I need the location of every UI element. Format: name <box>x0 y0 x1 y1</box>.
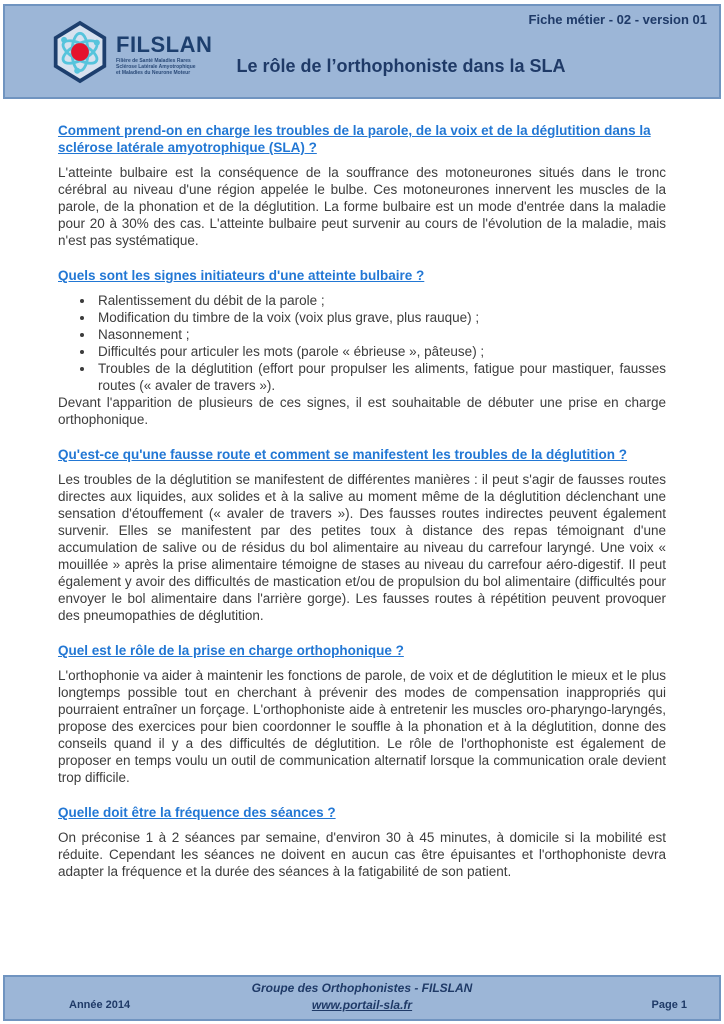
document-body <box>58 99 666 880</box>
list-item: • Troubles de la déglutition (effort pour propulser les aliments, fatigue pour mastiquer, fausses routes (« avaler de travers »). <box>95 360 666 394</box>
symptom-list <box>58 292 666 394</box>
header-band <box>3 4 721 99</box>
footer-center <box>252 977 473 1019</box>
section-paragraph: Les troubles de la déglutition se manifestent de différentes manières : il peut s'agir de fausses routes directes aux liquides, aux solides et à la salive au moment même de la déglutition déclenchant une sensation d'étouffement (« avaler de travers »). Des fausses routes indirectes peuvent également survenir. Elles se manifestent par des petites toux à distance des repas témoignant d'une accumulation de salive ou de résidus du bol alimentaire au niveau du carrefour laryngé. Une voix « mouillée » après la prise alimentaire témoigne de stases au niveau du carrefour aéro-digestif. Il peut également y avoir des difficultés de mastication et/ou de propulsion du bol alimentaire (difficultés pour envoyer le bol alimentaire dans l'arrière gorge). Les fausses routes à répétition peuvent provoquer des pneumopathies de déglutition. <box>58 472 666 623</box>
section-signes-initiateurs <box>58 267 666 428</box>
doc-reference: Fiche métier - 02 - version 01 <box>528 12 707 27</box>
section-prise-en-charge <box>58 122 666 249</box>
list-item: • Modification du timbre de la voix (voix plus grave, plus rauque) ; <box>95 309 666 326</box>
footer-band <box>3 975 721 1021</box>
atom-hexagon-icon <box>51 20 109 89</box>
logo-wordmark: FILSLAN <box>116 31 213 57</box>
section-heading: Quel est le rôle de la prise en charge orthophonique ? <box>58 643 404 658</box>
footer-website-link[interactable]: www.portail-sla.fr <box>311 998 413 1012</box>
logo-tagline-line: Sclérose Latérale Amyotrophique <box>116 63 196 70</box>
section-role-orthophonique <box>58 642 666 786</box>
section-paragraph: L'orthophonie va aider à maintenir les fonctions de parole, de voix et de déglutition le mieux et le plus longtemps possible tout en cherchant à prévenir des modes de compensation inappropriés qui pourraient entraîner un forçage. L'orthophoniste aide à entretenir les muscles oro-pharyngo-laryngés, propose des exercices pour bien coordonner le souffle à la phonation et à la déglutition, donne des conseils quand il y a des difficultés de déglutition. Le rôle de l'orthophoniste est également de proposer en temps voulu un outil de communication alternatif lorsque la communication orale devient trop difficile. <box>58 668 666 785</box>
list-item: • Nasonnement ; <box>95 326 666 343</box>
section-heading: Comment prend-on en charge les troubles de la parole, de la voix et de la déglutition dans la sclérose latérale amyotrophique (SLA) ? <box>58 123 651 155</box>
filslan-logo <box>51 20 212 89</box>
section-heading: Quelle doit être la fréquence des séances ? <box>58 805 336 820</box>
section-paragraph: On préconise 1 à 2 séances par semaine, d'environ 30 à 45 minutes, à domicile si la mobilité est réduite. Cependant les séances ne doivent en aucun cas être épuisantes et l'orthophoniste devra adapter la fréquence et la durée des séances à la fatigabilité de son patient. <box>58 830 666 879</box>
footer-group-name: Groupe des Orthophonistes - FILSLAN <box>251 981 473 995</box>
section-paragraph: Devant l'apparition de plusieurs de ces signes, il est souhaitable de débuter une prise en charge orthophonique. <box>58 395 666 427</box>
section-fausse-route <box>58 446 666 624</box>
list-item: • Ralentissement du débit de la parole ; <box>95 292 666 309</box>
section-heading: Quels sont les signes initiateurs d'une atteinte bulbaire ? <box>58 268 425 283</box>
logo-tagline-line: Filière de Santé Maladies Rares <box>116 57 191 64</box>
footer-page-number: Page 1 <box>651 999 687 1011</box>
list-item: • Difficultés pour articuler les mots (parole « ébrieuse », pâteuse) ; <box>95 343 666 360</box>
section-paragraph: L'atteinte bulbaire est la conséquence de la souffrance des motoneurones situés dans le tronc cérébral au niveau d'une région appelée le bulbe. Ces motoneurones innervent les muscles de la parole, de la phonation et de la déglutition. La forme bulbaire est un mode d'entrée dans la maladie pour 20 à 30% des cas. L'atteinte bulbaire peut survenir au cours de l'évolution de la maladie, mais n'est pas systématique. <box>58 165 666 248</box>
page-title: Le rôle de l’orthophoniste dans la SLA <box>236 56 566 76</box>
section-heading: Qu'est-ce qu'une fausse route et comment se manifestent les troubles de la déglutition ? <box>58 447 628 462</box>
logo-tagline-line: et Maladies du Neurone Moteur <box>116 69 191 76</box>
section-frequence-seances <box>58 804 666 880</box>
footer-year: Année 2014 <box>69 999 131 1011</box>
